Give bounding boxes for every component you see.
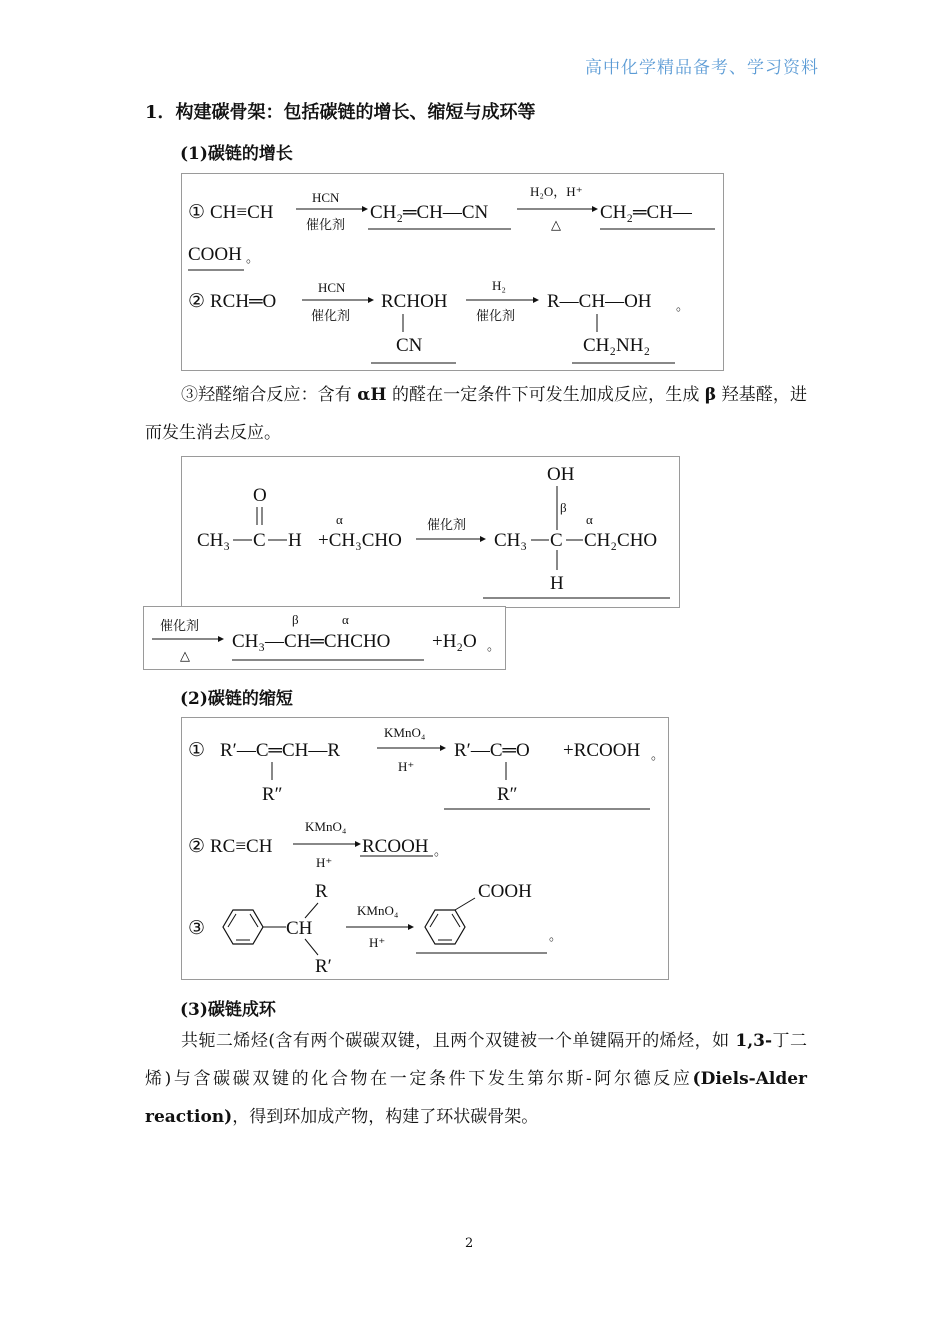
r1-prod2a: CH₂═CH—: [600, 202, 692, 223]
section-title: 1．构建碳骨架：包括碳链的增长、缩短与成环等: [145, 102, 536, 123]
s3-number: ③: [188, 918, 206, 939]
elim-alpha: α: [342, 612, 349, 627]
r1-prod1: CH₂═CH—CN: [370, 202, 489, 223]
aldol-ch3: CH₃: [197, 530, 231, 551]
s3-end: 。: [549, 928, 563, 943]
s2-end: 。: [434, 843, 448, 858]
s1-end: 。: [651, 747, 665, 762]
r2-number: ②: [188, 291, 206, 312]
s3-bond-bottom: [305, 939, 318, 955]
aldol-c: C: [253, 530, 266, 551]
elim-beta: β: [292, 612, 299, 627]
r2-prod2-sub: CH₂NH₂: [583, 335, 651, 356]
elim-catalyst: 催化剂: [160, 618, 200, 633]
da-text-13: 1,3-: [735, 1031, 773, 1051]
s3-arrowhead: [408, 924, 414, 930]
aldol-o: O: [253, 485, 267, 506]
aldol-text-alpha-h: αH: [357, 385, 387, 405]
page-header: 高中化学精品备考、学习资料: [585, 58, 819, 78]
r2-cond2-top: H₂: [492, 278, 506, 293]
s2-reactant: RC≡CH: [210, 836, 273, 857]
s3-cond-bot: H⁺: [369, 935, 386, 950]
aldol-oh: OH: [547, 464, 575, 485]
aldol-text-5: 羟基醛，进而发生消去反应。: [145, 385, 807, 443]
s3-r-top: R: [315, 881, 328, 902]
r2-end: 。: [676, 298, 690, 313]
r2-prod2: R—CH—OH: [547, 291, 652, 312]
s1-number: ①: [188, 740, 206, 761]
r2-cond1-bot: 催化剂: [311, 308, 351, 323]
s1-prod: R′—C═O: [454, 740, 530, 761]
s2-cond-bot: H⁺: [316, 855, 333, 870]
s3-bond-top: [305, 903, 318, 918]
aldol-plus-ch3cho: +CH₃CHO: [318, 530, 402, 551]
elim-end: 。: [487, 638, 501, 653]
aldol-alpha-2: α: [586, 512, 593, 527]
da-text-1: 共轭二烯烃(含有两个碳碳双键，且两个双键被一个单键隔开的烯烃，如: [181, 1031, 736, 1051]
da-text-3: 丁二烯)与含碳碳双键的化合物在一定条件下发生第尔斯-阿尔德反应: [145, 1031, 807, 1089]
da-text-5: ，得到环加成产物，构建了环状碳骨架。: [232, 1107, 539, 1127]
r1-prod2b: COOH: [188, 244, 242, 265]
aldol-prod-ch2cho: CH₂CHO: [584, 530, 658, 551]
s1-cond-bot: H⁺: [398, 759, 415, 774]
aldol-text-beta: β: [704, 385, 717, 405]
r2-prod1-sub: CN: [396, 335, 423, 356]
s1-prod-r2: R″: [497, 784, 518, 805]
benzene-ring-icon: [223, 910, 263, 944]
aldol-prod-ch3: CH₃: [494, 530, 528, 551]
s3-ch: CH: [286, 918, 313, 939]
r1-cond1-top: HCN: [312, 190, 340, 205]
subheading-ring-formation: (3)碳链成环: [180, 1000, 276, 1020]
r1-cond2-top: H₂O，H⁺: [530, 184, 583, 199]
r1-reactant: CH≡CH: [210, 202, 274, 223]
r2-cond2-bot: 催化剂: [476, 308, 516, 323]
s2-cond-top: KMnO₄: [305, 819, 347, 834]
aldol-h: H: [288, 530, 302, 551]
elim-water: +H₂O: [432, 631, 477, 652]
aldol-prod-h: H: [550, 573, 564, 594]
aldol-text-3: 的醛在一定条件下可发生加成反应，生成: [386, 385, 705, 405]
aldol-beta-1: β: [560, 500, 567, 515]
s3-r-bottom: R′: [315, 956, 332, 977]
subheading-chain-shortening: (2)碳链的缩短: [180, 689, 293, 709]
s3-cooh-bond: [455, 898, 475, 910]
aldol-catalyst: 催化剂: [427, 517, 467, 532]
s1-arrowhead: [440, 745, 446, 751]
r1-number: ①: [188, 202, 206, 223]
s2-prod: RCOOH: [362, 836, 429, 857]
r2-reactant: RCH═O: [210, 291, 277, 312]
paragraph-diels-alder: [145, 1022, 807, 1136]
s2-number: ②: [188, 836, 206, 857]
aldol-alpha-1: α: [336, 512, 343, 527]
s1-reactant: R′—C═CH—R: [220, 740, 341, 761]
da-text-english: (Diels-Alder reaction): [145, 1069, 807, 1127]
r2-prod1: RCHOH: [381, 291, 448, 312]
benzene-ring-icon: [425, 910, 465, 944]
s2-arrowhead: [355, 841, 361, 847]
aldol-text-1: ③羟醛缩合反应：含有: [181, 385, 358, 405]
r1-end: 。: [246, 250, 260, 265]
elim-delta: △: [180, 648, 190, 663]
s3-cond-top: KMnO₄: [357, 903, 399, 918]
r1-cond2-bot: △: [551, 217, 561, 232]
s1-r2: R″: [262, 784, 283, 805]
r1-cond1-bot: 催化剂: [306, 217, 346, 232]
s1-cond-top: KMnO₄: [384, 725, 426, 740]
page-number: 2: [465, 1236, 474, 1251]
aldol-prod-c: C: [550, 530, 563, 551]
subheading-chain-growth: (1)碳链的增长: [180, 144, 293, 164]
s3-cooh: COOH: [478, 881, 532, 902]
elim-product: CH₃—CH═CHCHO: [232, 631, 391, 652]
r2-cond1-top: HCN: [318, 280, 346, 295]
s1-plus: +RCOOH: [563, 740, 641, 761]
